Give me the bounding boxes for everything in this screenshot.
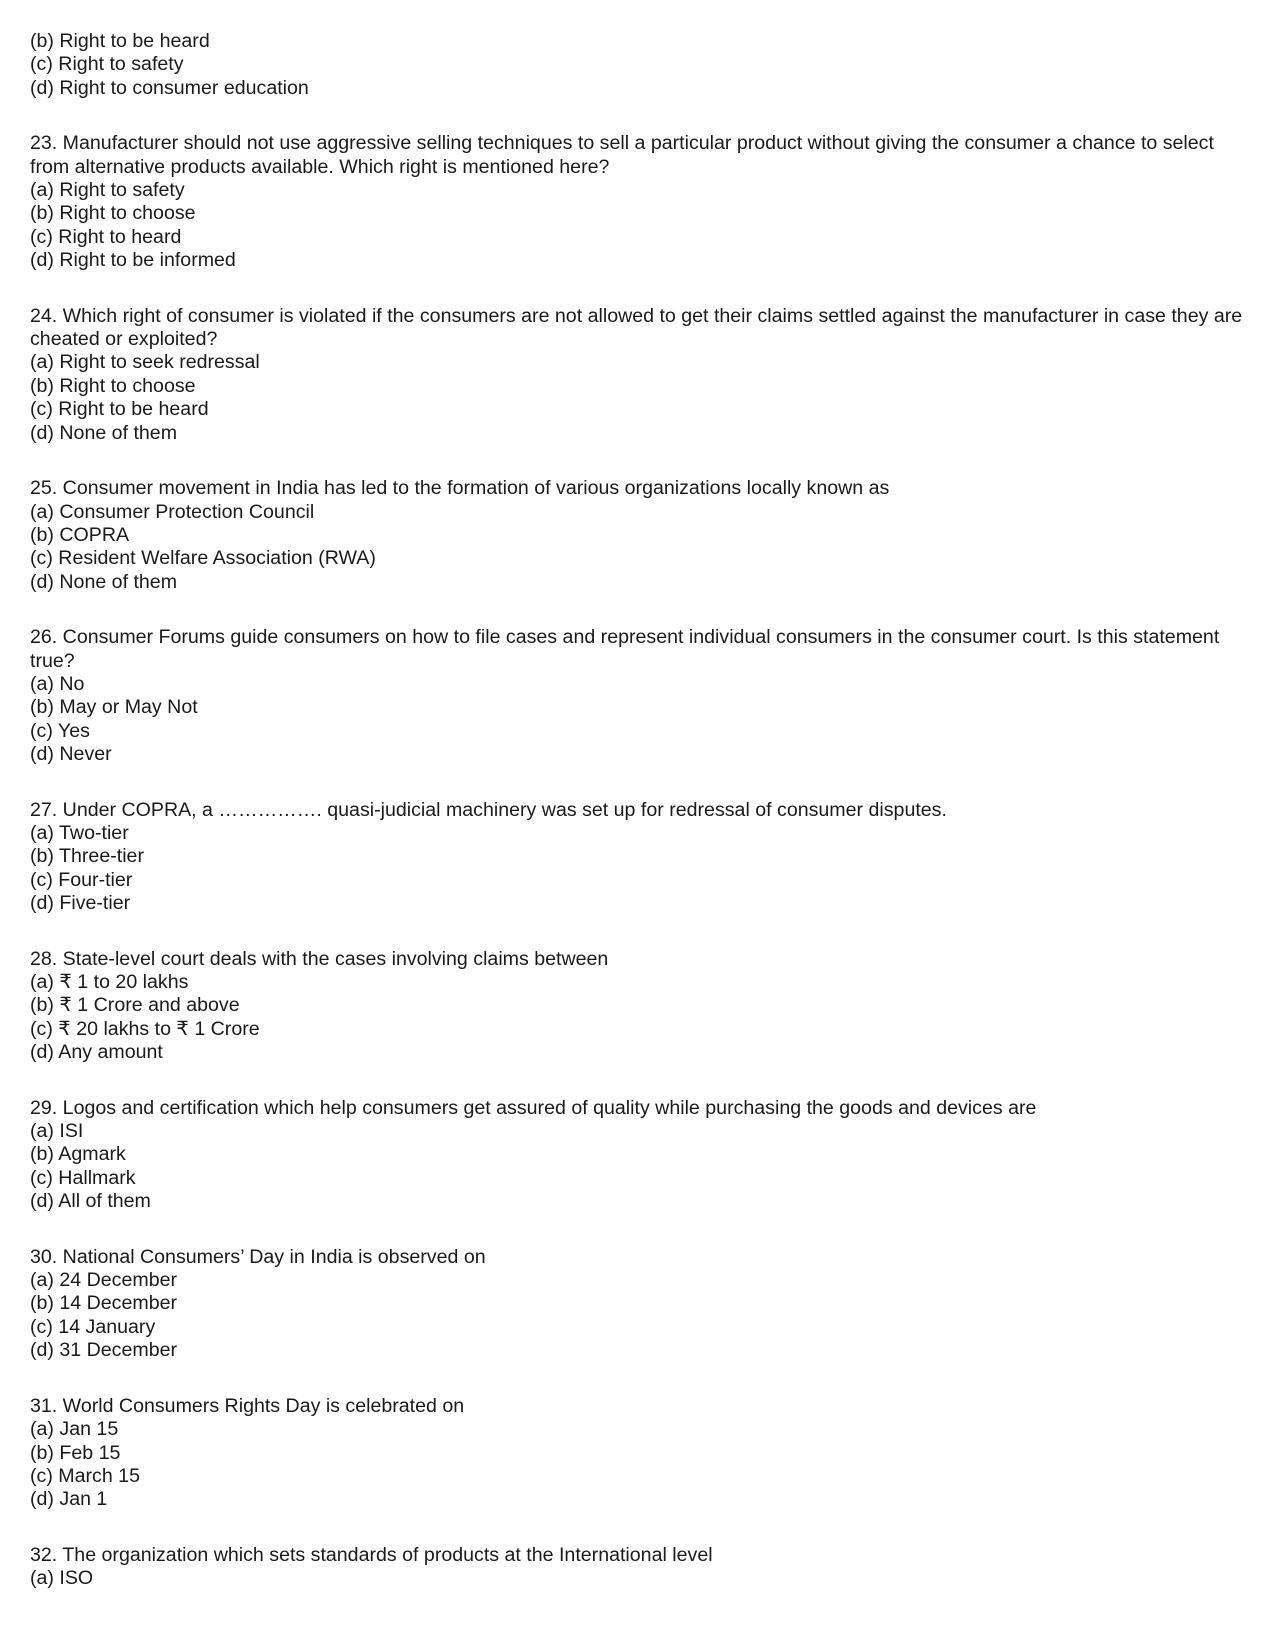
option: (a) Right to seek redressal bbox=[30, 351, 260, 374]
option: (c) Four-tier bbox=[30, 868, 133, 891]
document-page bbox=[30, 30, 1245, 1591]
option: (a) ₹ 1 to 20 lakhs bbox=[30, 971, 189, 993]
option: (a) Two-tier bbox=[30, 821, 129, 844]
option: (a) Jan 15 bbox=[30, 1418, 119, 1441]
option: (b) Agmark bbox=[30, 1143, 126, 1166]
question-23 bbox=[30, 132, 1245, 272]
option: (a) No bbox=[30, 672, 85, 695]
question-text: 23. Manufacturer should not use aggressive selling techniques to sell a particular product without giving the consumer a chance to select from alternative products available. Which right is mentioned here? bbox=[30, 132, 1214, 178]
option: (a) Consumer Protection Council bbox=[30, 500, 315, 523]
question-text: 31. World Consumers Rights Day is celebrated on bbox=[30, 1394, 465, 1417]
option: (d) Five-tier bbox=[30, 892, 131, 915]
option: (b) Right to choose bbox=[30, 202, 196, 225]
question-text: 32. The organization which sets standards of products at the International level bbox=[30, 1543, 713, 1566]
question-text: 26. Consumer Forums guide consumers on how to file cases and represent individual consumers in the consumer court. Is this statement true? bbox=[30, 626, 1220, 672]
option: (d) Right to be informed bbox=[30, 249, 236, 272]
question-25 bbox=[30, 477, 1245, 594]
question-text: 27. Under COPRA, a ……………. quasi-judicial machinery was set up for redressal of consumer disputes. bbox=[30, 798, 947, 821]
question-29 bbox=[30, 1097, 1245, 1214]
question-text: 30. National Consumers’ Day in India is observed on bbox=[30, 1245, 486, 1268]
option: (d) None of them bbox=[30, 421, 178, 444]
option: (b) Three-tier bbox=[30, 845, 144, 868]
option: (c) March 15 bbox=[30, 1464, 140, 1487]
option: (d) None of them bbox=[30, 570, 178, 593]
question-text: 25. Consumer movement in India has led to the formation of various organizations locally known as bbox=[30, 477, 890, 500]
option: (c) Right to be heard bbox=[30, 398, 209, 421]
option: (b) COPRA bbox=[30, 523, 130, 546]
option: (c) 14 January bbox=[30, 1315, 156, 1338]
option: (d) Any amount bbox=[30, 1041, 163, 1064]
option: (c) Right to heard bbox=[30, 225, 182, 248]
option: (c) Yes bbox=[30, 719, 90, 742]
option: (d) 31 December bbox=[30, 1339, 178, 1362]
question-text: 29. Logos and certification which help consumers get assured of quality while purchasing the goods and devices are bbox=[30, 1096, 1037, 1119]
option: (b) Feb 15 bbox=[30, 1441, 121, 1464]
question-28 bbox=[30, 948, 1245, 1065]
question-27 bbox=[30, 799, 1245, 916]
question-text: 24. Which right of consumer is violated if the consumers are not allowed to get their claims settled against the manufacturer in case they are cheated or exploited? bbox=[30, 304, 1243, 351]
option: (b) May or May Not bbox=[30, 696, 198, 719]
question-31 bbox=[30, 1395, 1245, 1512]
question-text: 28. State-level court deals with the cases involving claims between bbox=[30, 947, 609, 970]
option: (c) Resident Welfare Association (RWA) bbox=[30, 547, 376, 570]
option: (a) Right to safety bbox=[30, 179, 185, 202]
question-26 bbox=[30, 626, 1245, 766]
option: (b) Right to choose bbox=[30, 374, 196, 397]
option: (c) ₹ 20 lakhs to ₹ 1 Crore bbox=[30, 1017, 260, 1040]
question-24 bbox=[30, 305, 1245, 445]
option: (a) ISO bbox=[30, 1567, 94, 1590]
continued-question-options bbox=[30, 30, 1245, 100]
option: (b) Right to be heard bbox=[30, 30, 210, 52]
question-30 bbox=[30, 1246, 1245, 1363]
option: (d) Jan 1 bbox=[30, 1488, 108, 1511]
option: (d) Right to consumer education bbox=[30, 76, 309, 99]
option: (b) 14 December bbox=[30, 1292, 178, 1315]
option: (d) All of them bbox=[30, 1190, 151, 1213]
option: (a) ISI bbox=[30, 1120, 84, 1143]
option: (c) Right to safety bbox=[30, 53, 184, 76]
question-32 bbox=[30, 1544, 1245, 1591]
option: (c) Hallmark bbox=[30, 1166, 136, 1189]
option: (a) 24 December bbox=[30, 1269, 178, 1292]
option: (d) Never bbox=[30, 743, 112, 766]
option: (b) ₹ 1 Crore and above bbox=[30, 994, 240, 1017]
